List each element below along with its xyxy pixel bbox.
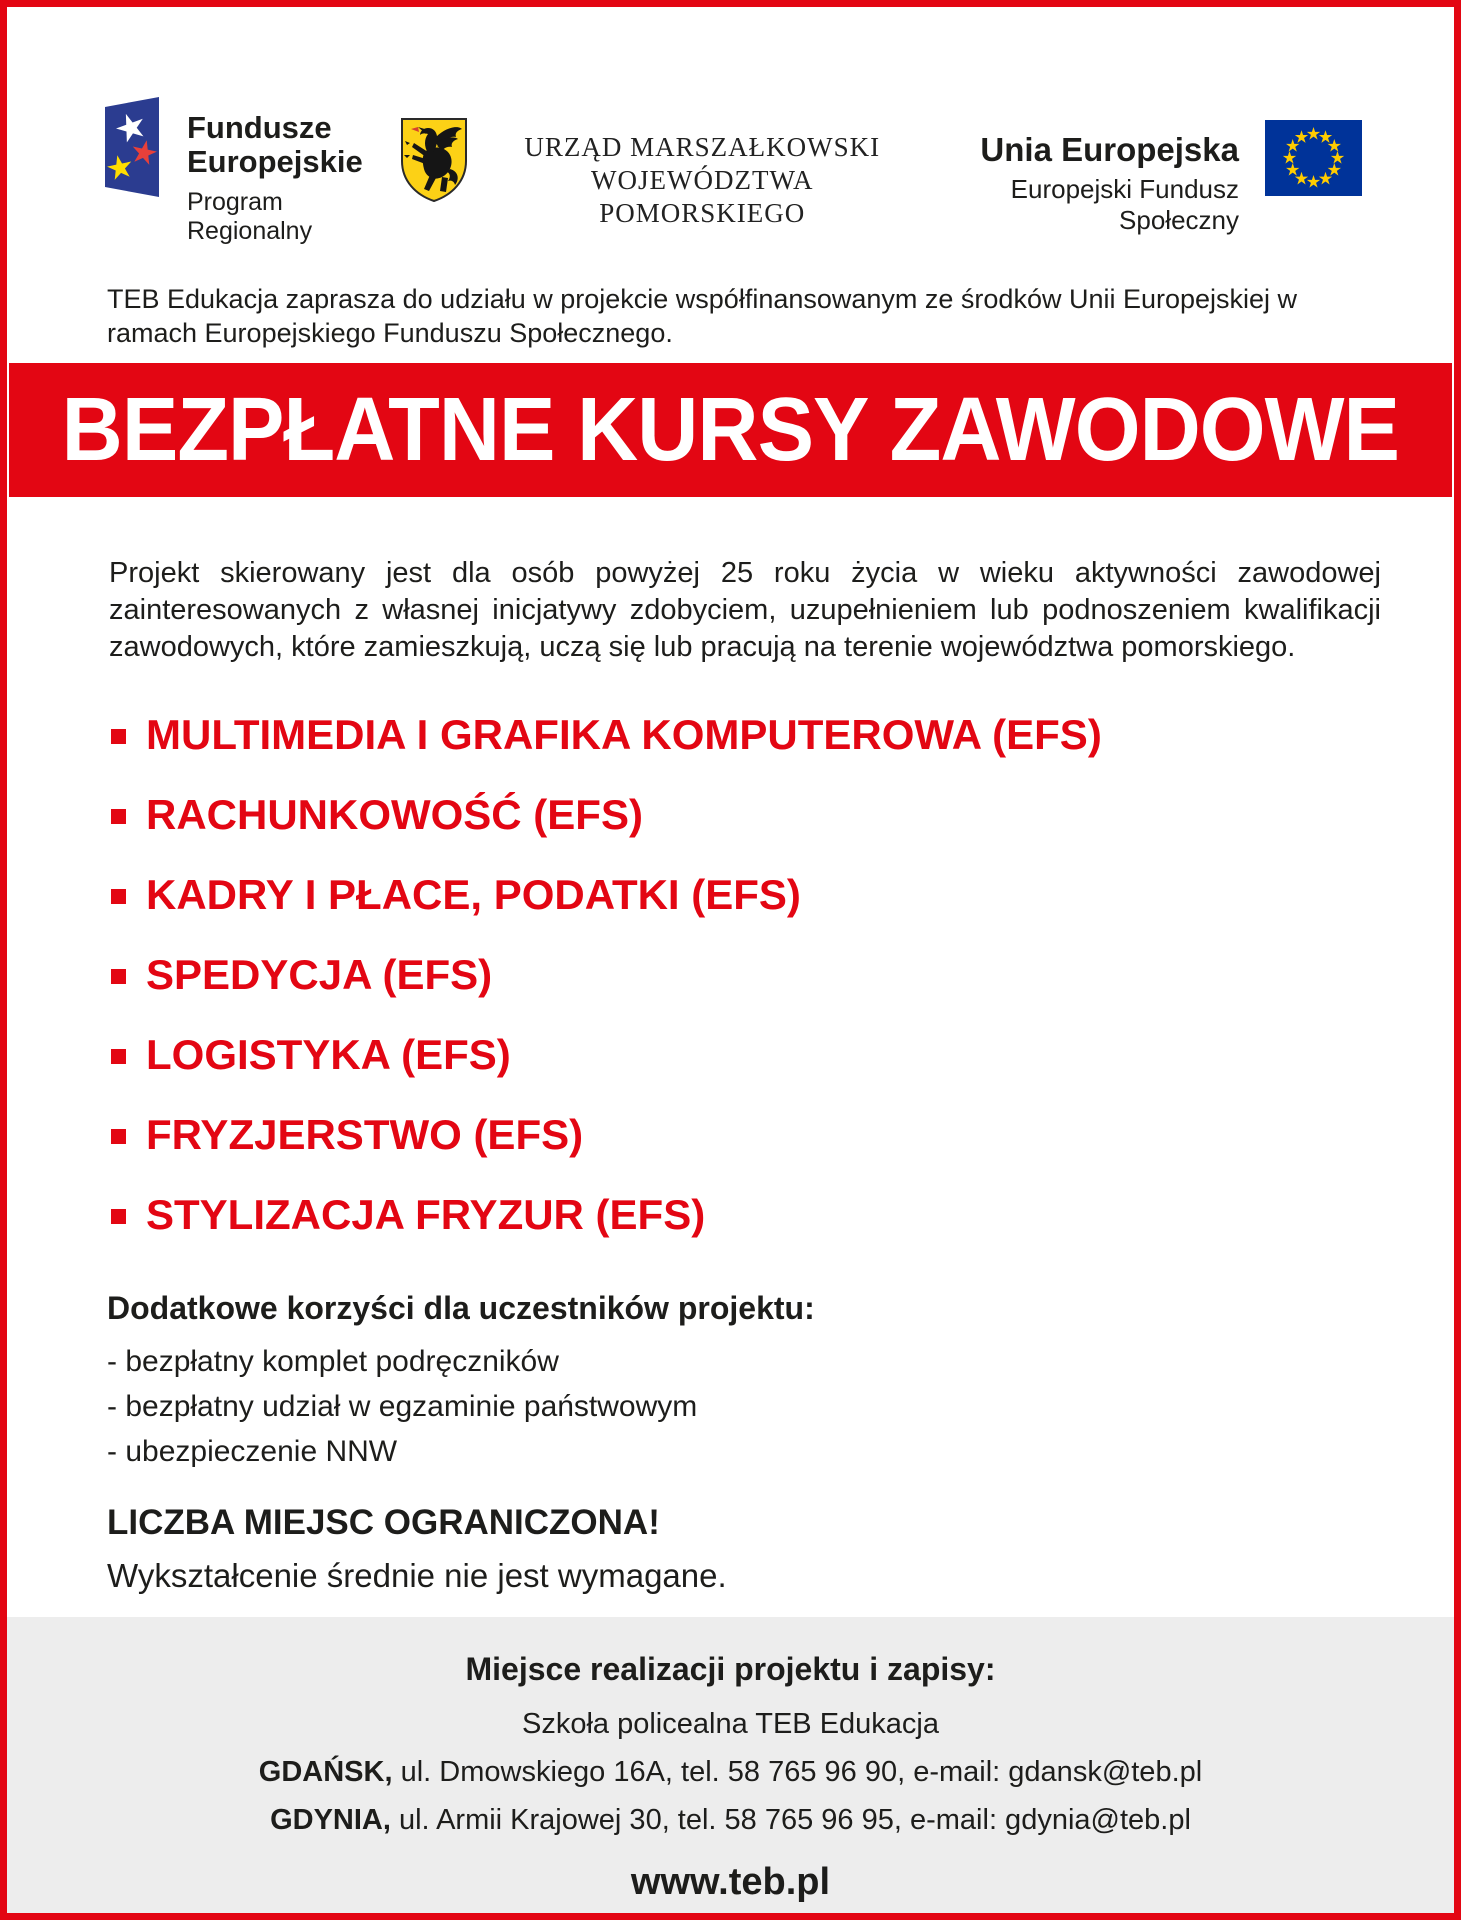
footer-gdynia-city: GDYNIA, [270,1804,391,1836]
fundusze-subtitle: Program Regionalny [187,188,313,245]
course-item [111,1113,1102,1157]
notice-title: LICZBA MIEJSC OGRANICZONA! [107,1503,660,1542]
course-label: RACHUNKOWOŚĆ (EFS) [146,791,643,838]
fundusze-europejskie-label [187,111,400,246]
benefits-section [107,1290,815,1474]
course-item [111,793,1102,837]
footer-gdansk-city: GDAŃSK, [258,1756,393,1788]
footer-school: Szkoła policealna TEB Edukacja [522,1708,939,1740]
bullet-square-icon [111,809,126,824]
footer-website: www.teb.pl [630,1861,831,1903]
marshal-office-line2: WOJEWÓDZTWA POMORSKIEGO [591,165,814,228]
eu-flag-icon [1265,120,1362,196]
eu-title: Unia Europejska [980,131,1239,168]
marshal-office-logo [400,117,907,230]
fundusze-title-line1: Fundusze [187,110,332,145]
eu-subtitle: Europejski Fundusz Społeczny [1010,174,1239,235]
bullet-square-icon [111,729,126,744]
benefit-item: - bezpłatny komplet podręczników [107,1345,559,1378]
course-label: KADRY I PŁACE, PODATKI (EFS) [146,871,801,918]
title-banner [9,363,1452,497]
benefits-title: Dodatkowe korzyści dla uczestników projektu: [107,1290,815,1326]
marshal-office-line1: URZĄD MARSZAŁKOWSKI [524,132,881,162]
benefit-item: - bezpłatny udział w egzaminie państwowym [107,1390,698,1423]
bullet-square-icon [111,889,126,904]
course-list [111,713,1102,1273]
logo-band [103,95,1362,246]
eu-label [907,132,1239,236]
lead-paragraph: Projekt skierowany jest dla osób powyżej 25 roku życia w wieku aktywności zawodowej zainteresowanych z własnej inicjatywy zdobyciem, uzupełnieniem lub podnoszeniem kwalifikacji zawodowych, które zamieszkują, uczą się lub pracują na terenie województwa pomorskiego. [109,557,1381,663]
intro-text: TEB Edukacja zaprasza do udziału w projekcie współfinansowanym ze środków Unii Europejskiej w ramach Europejskiego Funduszu Społecznego. [107,284,1298,348]
fundusze-europejskie-logo [103,95,400,246]
eu-logo [907,120,1362,236]
benefit-item: - ubezpieczenie NNW [107,1435,398,1468]
course-item [111,1193,1102,1237]
marshal-office-label [498,131,907,230]
course-item [111,1033,1102,1077]
course-item [111,873,1102,917]
course-item [111,953,1102,997]
bullet-square-icon [111,1049,126,1064]
footer-title: Miejsce realizacji projektu i zapisy: [465,1651,996,1687]
footer-gdansk-line [7,1756,1454,1789]
course-item [111,713,1102,757]
course-label: STYLIZACJA FRYZUR (EFS) [146,1191,706,1238]
footer-gdynia-details: ul. Armii Krajowej 30, tel. 58 765 96 95, e-mail: gdynia@teb.pl [390,1804,1191,1836]
course-label: MULTIMEDIA I GRAFIKA KOMPUTEROWA (EFS) [146,711,1102,758]
page-title: BEZPŁATNE KURSY ZAWODOWE [61,379,1400,480]
fundusze-title-line2: Europejskie [187,144,363,179]
footer [7,1617,1454,1913]
bullet-square-icon [111,1129,126,1144]
pomorskie-coat-of-arms-icon [400,117,468,203]
bullet-square-icon [111,1209,126,1224]
course-label: LOGISTYKA (EFS) [146,1031,511,1078]
footer-gdansk-details: ul. Dmowskiego 16A, tel. 58 765 96 90, e-mail: gdansk@teb.pl [392,1756,1203,1788]
fundusze-europejskie-flag-icon [103,95,161,199]
footer-gdynia-line [7,1804,1454,1837]
course-label: FRYZJERSTWO (EFS) [146,1111,584,1158]
bullet-square-icon [111,969,126,984]
notice-subtitle: Wykształcenie średnie nie jest wymagane. [107,1557,727,1594]
course-label: SPEDYCJA (EFS) [146,951,493,998]
notice-section [107,1503,727,1595]
